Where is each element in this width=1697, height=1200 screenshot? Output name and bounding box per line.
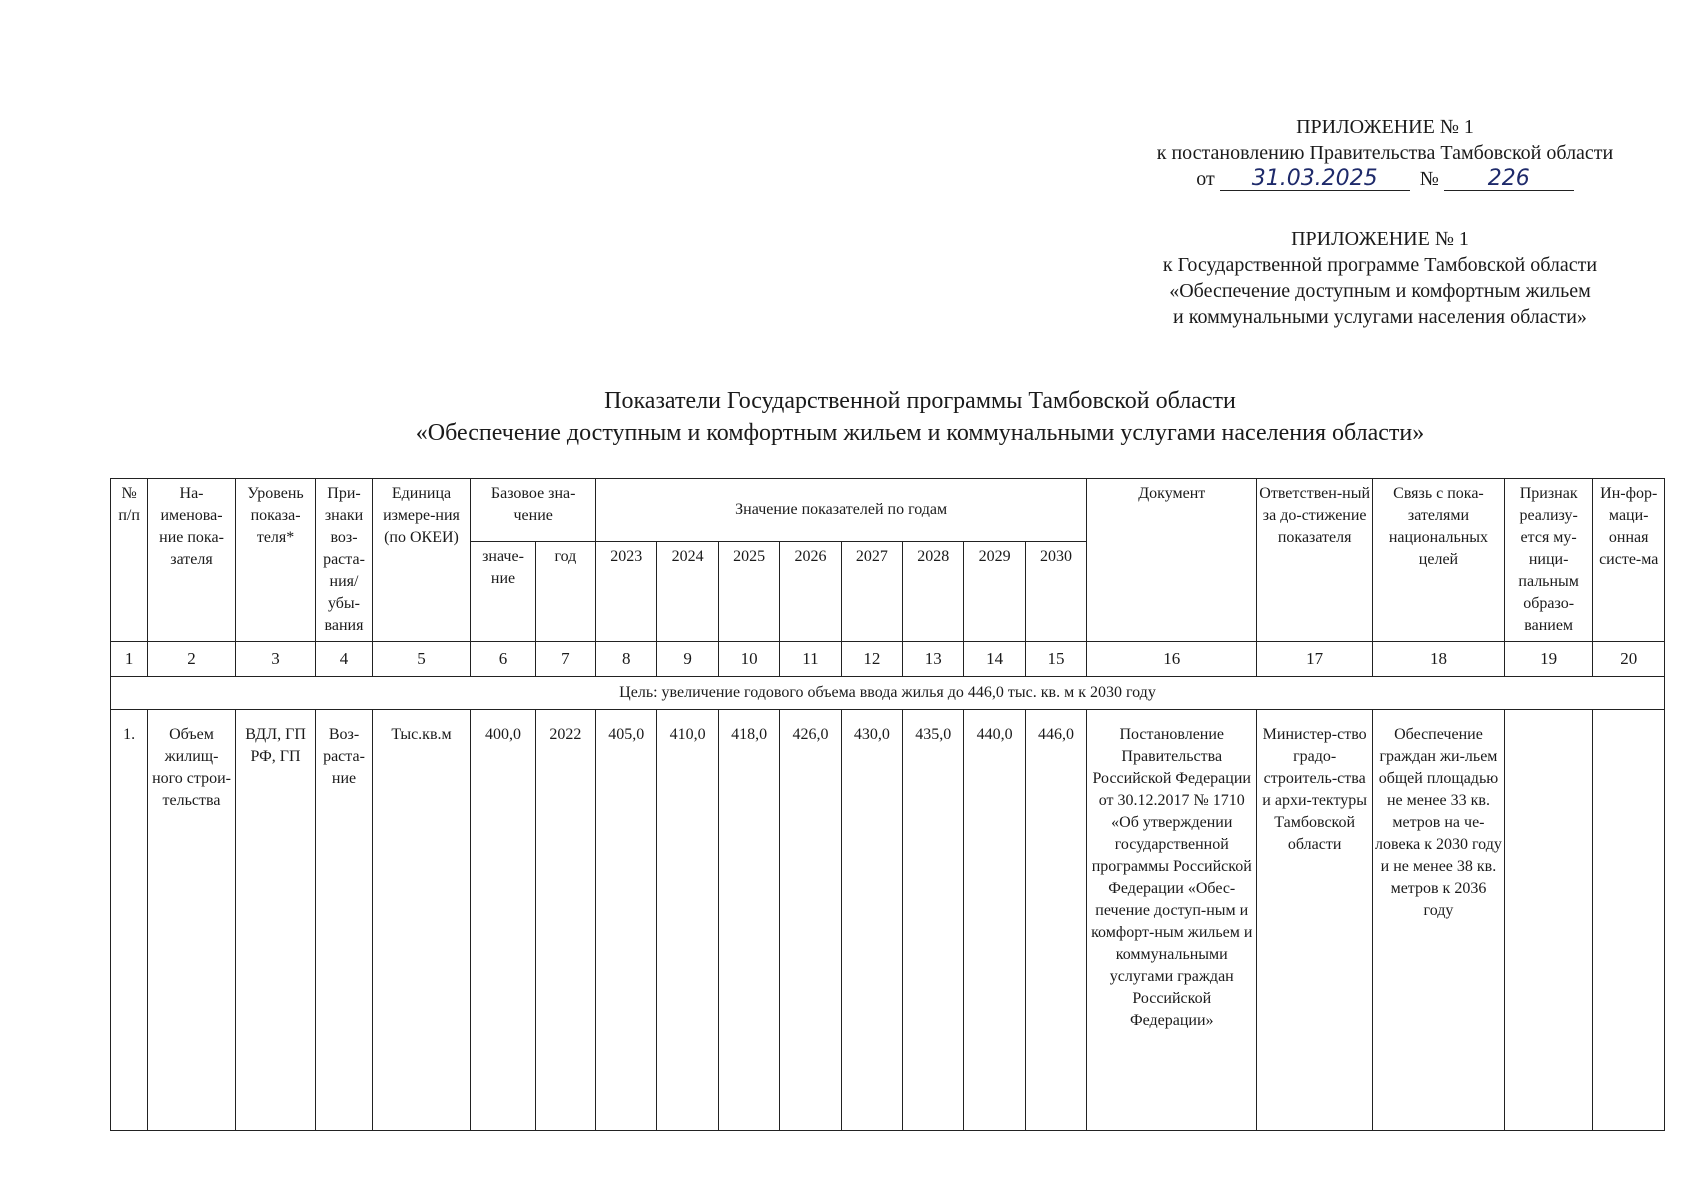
header-infosys: Ин-фор-маци-онная систе-ма: [1593, 479, 1665, 642]
header-base-value: значе-ние: [471, 542, 535, 642]
column-number: 7: [535, 642, 595, 677]
number-prefix: №: [1419, 168, 1439, 190]
column-number: 1: [111, 642, 148, 677]
row-value-2029: 440,0: [964, 710, 1025, 1131]
header-year: 2024: [657, 542, 718, 642]
decree-date: 31.03.2025: [1220, 168, 1410, 191]
header-link: Связь с пока-зателями национальных целей: [1373, 479, 1505, 642]
header-year: 2026: [780, 542, 841, 642]
column-number: 5: [372, 642, 471, 677]
header-year: 2025: [718, 542, 779, 642]
column-number: 16: [1087, 642, 1257, 677]
header-row-1: [111, 479, 1665, 542]
column-number: 20: [1593, 642, 1665, 677]
row-num: 1.: [111, 710, 148, 1131]
row-responsible: Министер-ство градо-строитель-ства и архи-тектуры Тамбовской области: [1257, 710, 1373, 1131]
header-year: 2023: [596, 542, 657, 642]
column-numbers-row: [111, 642, 1665, 677]
row-base-year: 2022: [535, 710, 595, 1131]
row-unit: Тыс.кв.м: [372, 710, 471, 1131]
indicators-table: [110, 478, 1665, 1131]
appendix-program-line4: и коммунальными услугами населения области»: [1173, 306, 1587, 328]
row-value-2026: 426,0: [780, 710, 841, 1131]
column-number: 15: [1025, 642, 1086, 677]
row-sign: Воз-раста-ние: [316, 710, 372, 1131]
row-municipal: [1504, 710, 1593, 1131]
appendix-program-block: [1090, 226, 1670, 330]
row-value-2025: 418,0: [718, 710, 779, 1131]
header-base-year: год: [535, 542, 595, 642]
appendix-decree-title: ПРИЛОЖЕНИЕ № 1: [1296, 116, 1474, 138]
header-unit: Единица измере-ния (по ОКЕИ): [372, 479, 471, 642]
date-prefix: от: [1196, 168, 1215, 190]
column-number: 11: [780, 642, 841, 677]
column-number: 13: [903, 642, 964, 677]
document-title-line1: Показатели Государственной программы Тамбовской области: [604, 388, 1236, 414]
header-municipal: Признак реализу-ется му-ници-пальным образо-ванием: [1504, 479, 1593, 642]
column-number: 4: [316, 642, 372, 677]
header-num: № п/п: [111, 479, 148, 642]
row-document: Постановление Правительства Российской Федерации от 30.12.2017 № 1710 «Об утверждении государственной программы Российской Федерации «Обес-печение доступ-ным и комфорт-ным жильем и коммунальными услугами граждан Российской Федерации»: [1087, 710, 1257, 1131]
header-document: Документ: [1087, 479, 1257, 642]
appendix-decree-subtitle: к постановлению Правительства Тамбовской области: [1156, 142, 1614, 164]
row-value-2027: 430,0: [841, 710, 902, 1131]
header-year: 2029: [964, 542, 1025, 642]
appendix-program-line3: «Обеспечение доступным и комфортным жильем: [1169, 280, 1591, 302]
row-level: ВДЛ, ГП РФ, ГП: [235, 710, 316, 1131]
header-by-years: Значение показателей по годам: [596, 479, 1087, 542]
header-level: Уровень показа-теля*: [235, 479, 316, 642]
header-year: 2030: [1025, 542, 1086, 642]
goal-row: [111, 677, 1665, 710]
document-title: [200, 385, 1640, 449]
header-name: На-именова-ние пока-зателя: [148, 479, 236, 642]
row-infosys: [1593, 710, 1665, 1131]
appendix-decree-date-line: [1090, 166, 1680, 192]
row-value-2024: 410,0: [657, 710, 718, 1131]
appendix-decree-block: [1090, 114, 1680, 192]
column-number: 10: [718, 642, 779, 677]
header-responsible: Ответствен-ный за до-стижение показателя: [1257, 479, 1373, 642]
appendix-program-title: ПРИЛОЖЕНИЕ № 1: [1291, 228, 1469, 250]
column-number: 17: [1257, 642, 1373, 677]
header-year: 2027: [841, 542, 902, 642]
header-sign: При-знаки воз-раста-ния/ убы-вания: [316, 479, 372, 642]
goal-text: Цель: увеличение годового объема ввода жилья до 446,0 тыс. кв. м к 2030 году: [111, 677, 1665, 710]
row-base-value: 400,0: [471, 710, 535, 1131]
document-title-line2: «Обеспечение доступным и комфортным жильем и коммунальными услугами населения области»: [415, 420, 1425, 446]
column-number: 18: [1373, 642, 1505, 677]
column-number: 19: [1504, 642, 1593, 677]
column-number: 6: [471, 642, 535, 677]
row-value-2023: 405,0: [596, 710, 657, 1131]
appendix-program-line2: к Государственной программе Тамбовской области: [1162, 254, 1598, 276]
column-number: 12: [841, 642, 902, 677]
column-number: 8: [596, 642, 657, 677]
row-name: Объем жилищ-ного строи-тельства: [148, 710, 236, 1131]
column-number: 9: [657, 642, 718, 677]
column-number: 14: [964, 642, 1025, 677]
decree-number: 226: [1444, 168, 1574, 191]
header-base: Базовое зна-чение: [471, 479, 596, 542]
header-year: 2028: [903, 542, 964, 642]
row-link: Обеспечение граждан жи-льем общей площадью не менее 33 кв. метров на че-ловека к 2030 году и не менее 38 кв. метров к 2036 году: [1373, 710, 1505, 1131]
table-row: [111, 710, 1665, 1131]
row-value-2030: 446,0: [1025, 710, 1086, 1131]
column-number: 2: [148, 642, 236, 677]
row-value-2028: 435,0: [903, 710, 964, 1131]
column-number: 3: [235, 642, 316, 677]
